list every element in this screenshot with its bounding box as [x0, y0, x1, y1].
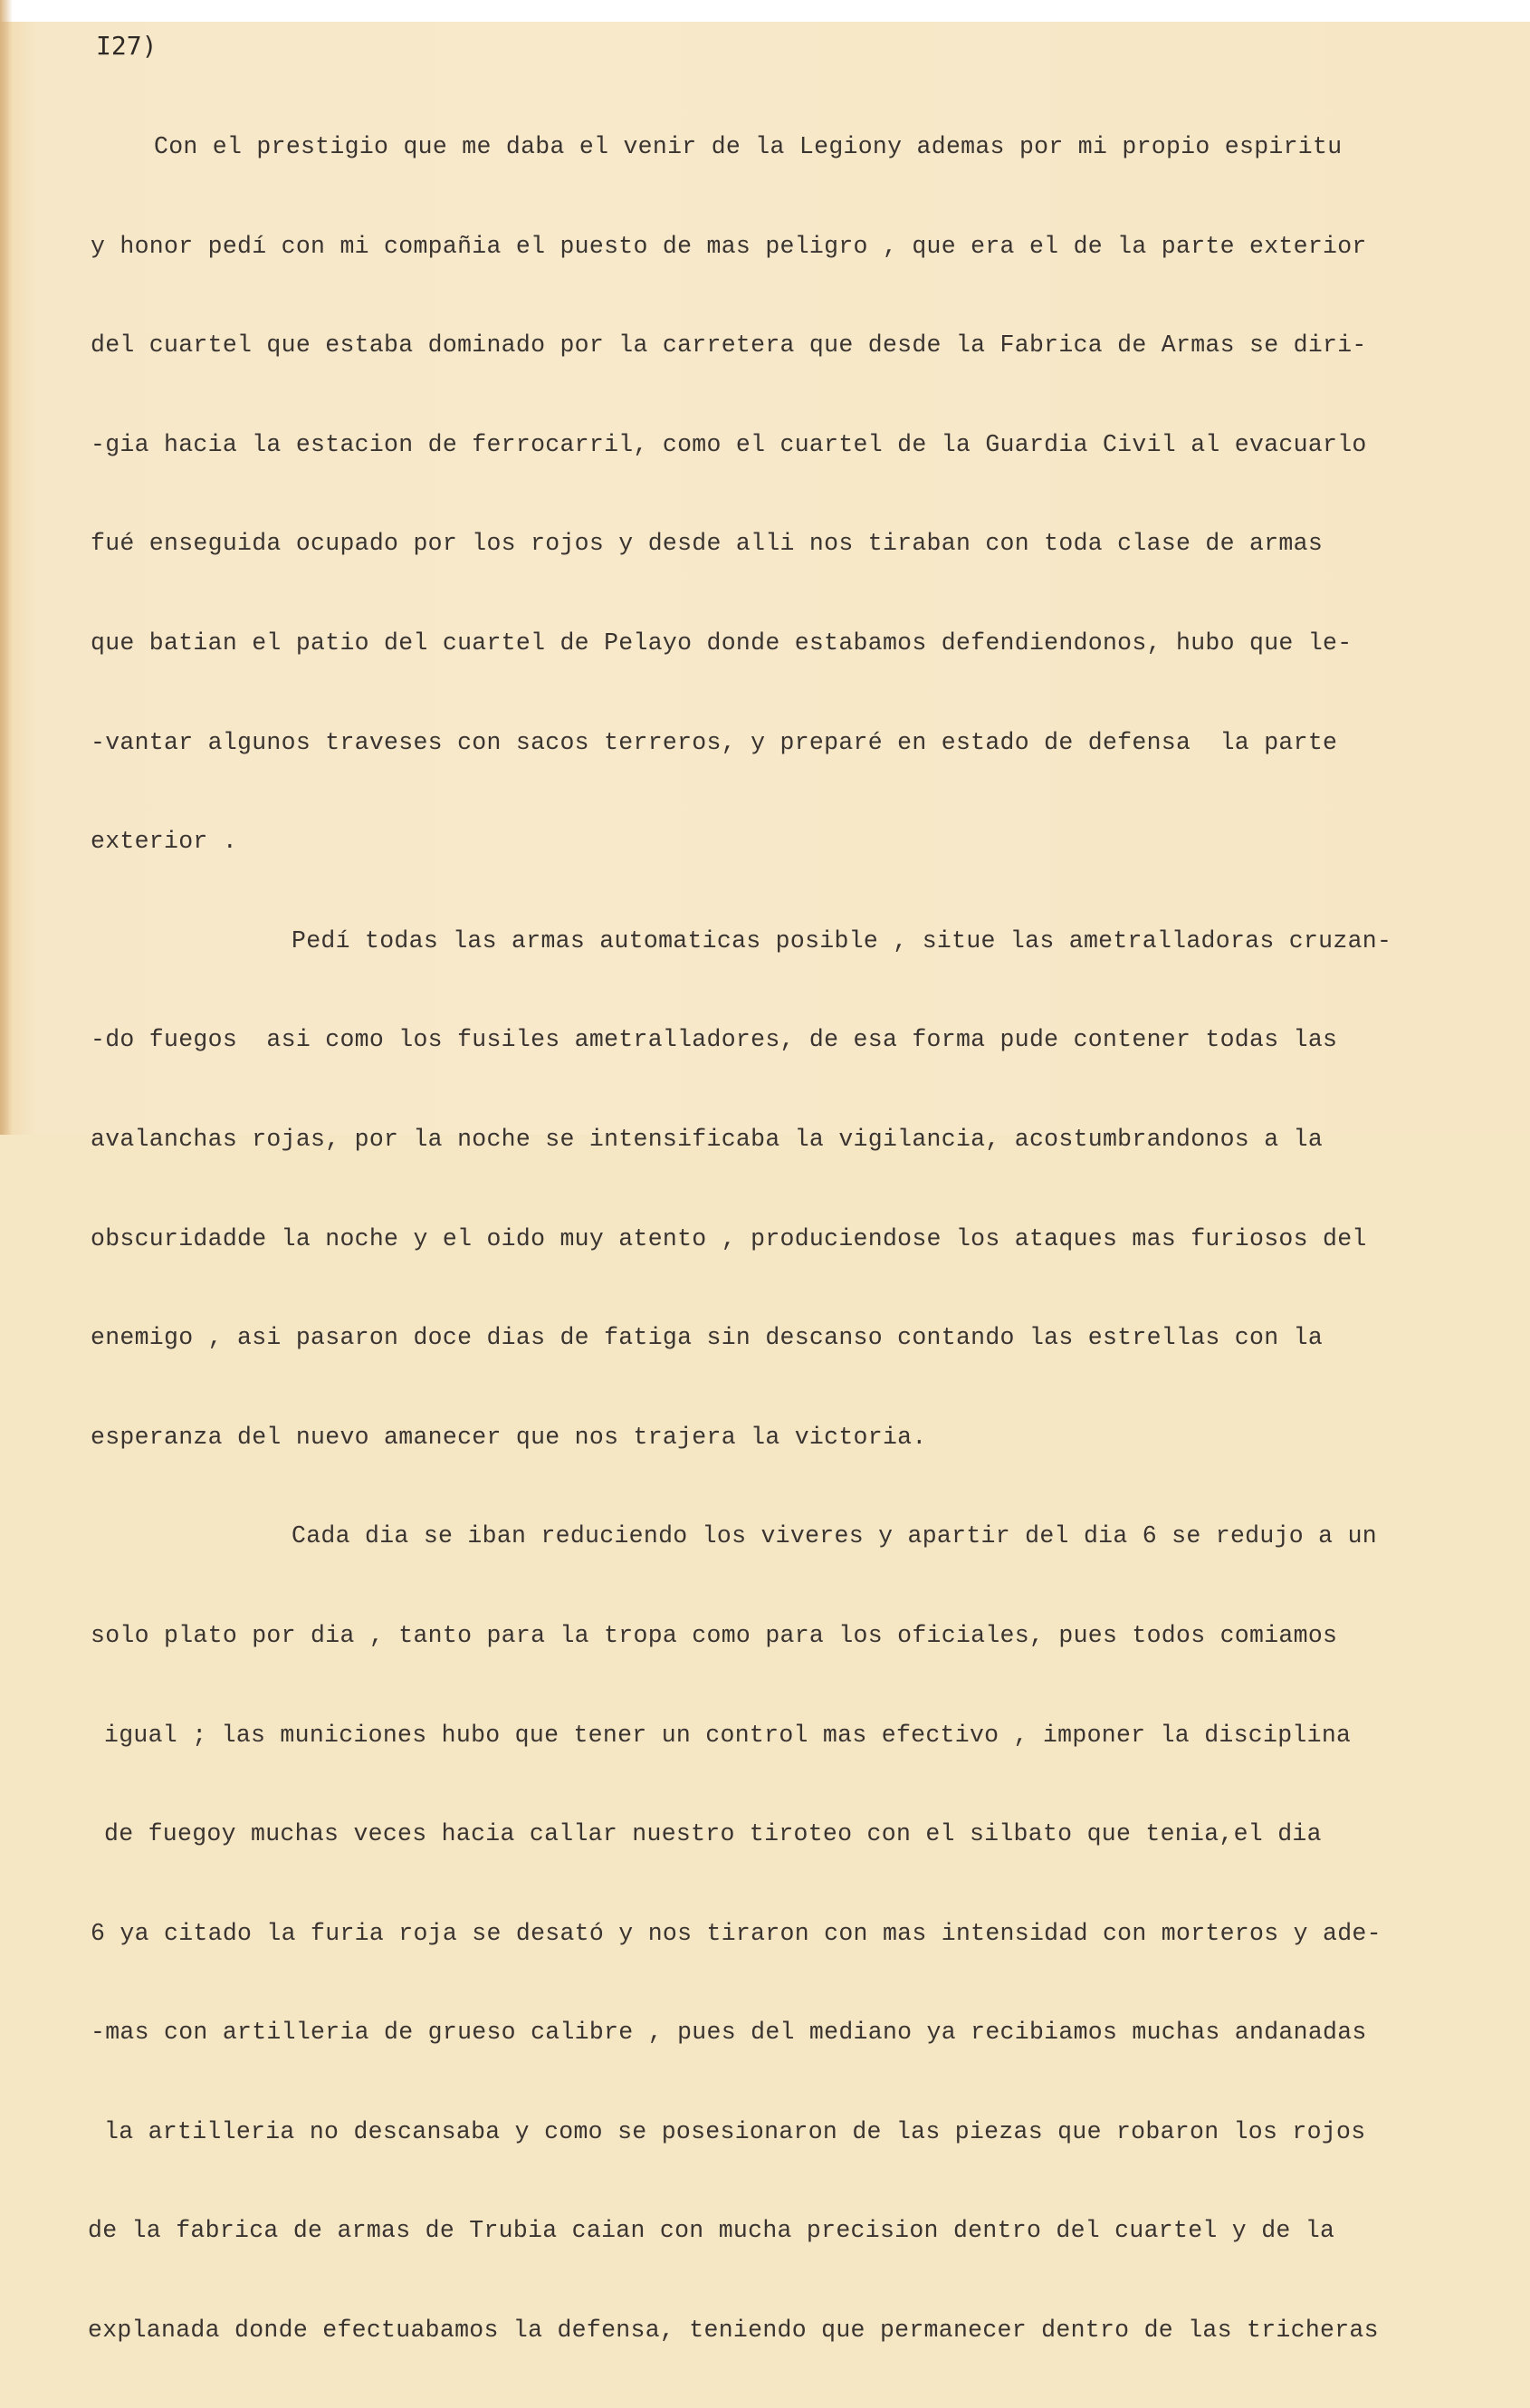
text-line: obscuridadde la noche y el oido muy atento , produciendose los ataques mas furiosos del: [91, 1224, 1367, 1252]
text-line: exterior .: [91, 828, 238, 856]
text-line: solo plato por dia , tanto para la tropa como para los oficiales, pues todos comiamos: [91, 1621, 1338, 1649]
text-line: 6 ya citado la furia roja se desató y nos tiraron con mas intensidad con morteros y ade-: [91, 1919, 1382, 1947]
text-line: -mas con artilleria de grueso calibre , pues del mediano ya recibiamos muchas andanadas: [91, 2019, 1367, 2047]
text-line: igual ; las municiones hubo que tener un control mas efectivo , imponer la disciplina: [104, 1721, 1352, 1749]
paper-left-edge: [0, 0, 13, 1135]
body-text: [88, 71, 1530, 2408]
text-line: de fuegoy muchas veces hacia callar nuestro tiroteo con el silbato que tenia,el dia: [104, 1820, 1322, 1848]
text-line: explanada donde efectuabamos la defensa, teniendo que permanecer dentro de las tricheras: [88, 2317, 1379, 2345]
text-line: que batian el patio del cuartel de Pelayo donde estabamos defendiendonos, hubo que le-: [91, 628, 1353, 657]
text-line: -gia hacia la estacion de ferrocarril, como el cuartel de la Guardia Civil al evacuarlo: [91, 430, 1367, 458]
text-line: avalanchas rojas, por la noche se intensificaba la vigilancia, acostumbrandonos a la: [91, 1125, 1324, 1153]
text-line: -do fuegos asi como los fusiles ametralladores, de esa forma pude contener todas las: [91, 1026, 1338, 1054]
scan-top-margin: [0, 0, 1530, 22]
text-line: la artilleria no descansaba y como se posesionaron de las piezas que robaron los rojos: [104, 2117, 1366, 2145]
text-line: Con el prestigio que me daba el venir de la Legiony ademas por mi propio espiritu: [154, 133, 1343, 160]
text-line: y honor pedí con mi compañia el puesto de mas peligro , que era el de la parte exterior: [91, 232, 1367, 260]
text-line: -vantar algunos traveses con sacos terreros, y preparé en estado de defensa la parte: [91, 728, 1338, 756]
text-line: de la fabrica de armas de Trubia caian con mucha precision dentro del cuartel y de la: [88, 2217, 1335, 2245]
text-line: esperanza del nuevo amanecer que nos trajera la victoria.: [91, 1423, 927, 1451]
page-number: I27): [96, 31, 158, 61]
text-line: Cada dia se iban reduciendo los viveres y apartir del dia 6 se redujo a un: [292, 1522, 1377, 1550]
text-line: del cuartel que estaba dominado por la carretera que desde la Fabrica de Armas se diri-: [91, 331, 1367, 360]
text-line: fué enseguida ocupado por los rojos y desde alli nos tiraban con toda clase de armas: [91, 530, 1324, 558]
text-line: enemigo , asi pasaron doce dias de fatiga sin descanso contando las estrellas con la: [91, 1324, 1324, 1352]
text-line: Pedí todas las armas automaticas posible , situe las ametralladoras cruzan-: [292, 926, 1392, 955]
